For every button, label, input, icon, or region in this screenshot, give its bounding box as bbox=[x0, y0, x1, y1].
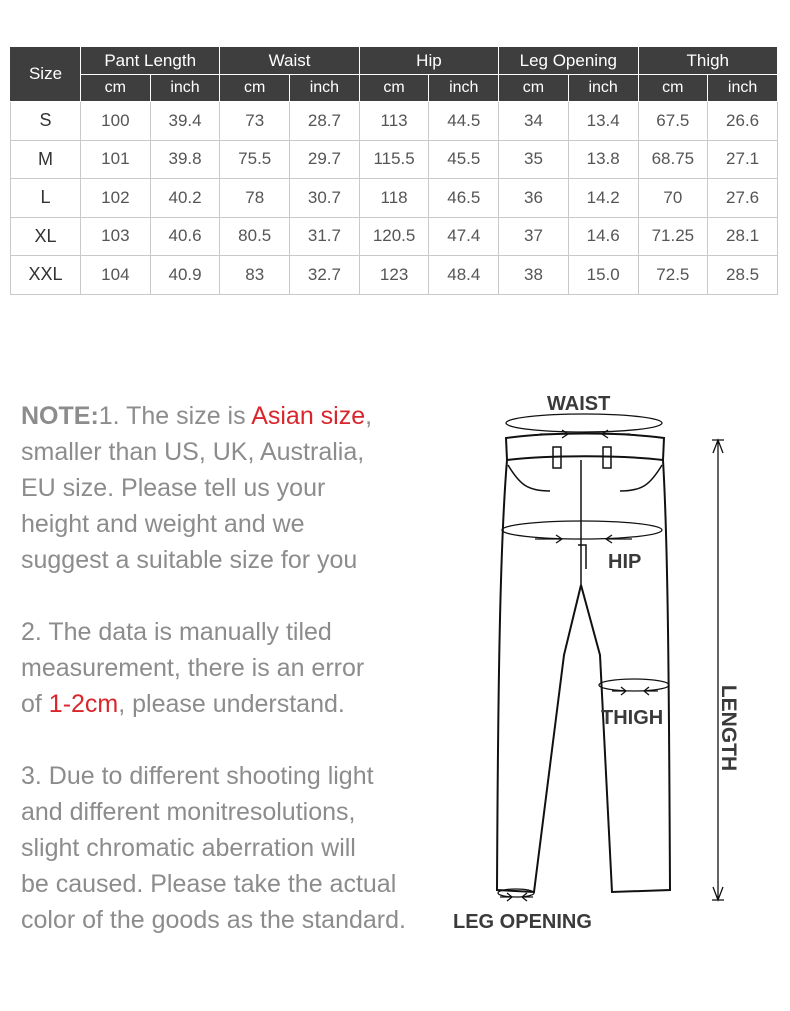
table-row bbox=[11, 140, 778, 179]
measurement-cell: 47.4 bbox=[429, 217, 499, 256]
table-body bbox=[11, 102, 778, 295]
note-text: , bbox=[365, 402, 373, 430]
measurement-cell: 83 bbox=[220, 256, 290, 295]
measurement-cell: 48.4 bbox=[429, 256, 499, 295]
measurement-cell: 13.8 bbox=[568, 140, 638, 179]
column-group-header: Pant Length bbox=[81, 47, 220, 75]
note-2 bbox=[21, 614, 451, 722]
size-cell: M bbox=[11, 140, 81, 179]
measurement-cell: 102 bbox=[81, 179, 151, 218]
table-row bbox=[11, 256, 778, 295]
table-row bbox=[11, 179, 778, 218]
measurement-cell: 101 bbox=[81, 140, 151, 179]
measurement-cell: 39.8 bbox=[150, 140, 220, 179]
size-cell: L bbox=[11, 179, 81, 218]
unit-header: cm bbox=[638, 75, 708, 102]
note-line: be caused. Please take the actual bbox=[21, 870, 397, 898]
measurement-cell: 37 bbox=[499, 217, 569, 256]
measurement-cell: 14.2 bbox=[568, 179, 638, 218]
unit-header: cm bbox=[81, 75, 151, 102]
note-text: of bbox=[21, 690, 49, 718]
size-chart-table bbox=[10, 46, 778, 295]
measurement-cell: 32.7 bbox=[290, 256, 360, 295]
highlight-text: 1-2cm bbox=[48, 690, 119, 718]
note-3 bbox=[21, 758, 451, 938]
measurement-cell: 80.5 bbox=[220, 217, 290, 256]
thigh-label: THIGH bbox=[601, 707, 664, 729]
unit-header: inch bbox=[290, 75, 360, 102]
measurement-cell: 118 bbox=[359, 179, 429, 218]
note-line: measurement, there is an error bbox=[21, 654, 365, 682]
measurement-cell: 73 bbox=[220, 102, 290, 141]
size-cell: XL bbox=[11, 217, 81, 256]
table-row bbox=[11, 217, 778, 256]
measurement-cell: 104 bbox=[81, 256, 151, 295]
unit-header: cm bbox=[220, 75, 290, 102]
note-line: 3. Due to different shooting light bbox=[21, 762, 374, 790]
unit-header: cm bbox=[499, 75, 569, 102]
measurement-cell: 34 bbox=[499, 102, 569, 141]
measurement-cell: 78 bbox=[220, 179, 290, 218]
note-text: 1. The size is bbox=[98, 402, 252, 430]
measurement-cell: 26.6 bbox=[708, 102, 778, 141]
measurement-cell: 29.7 bbox=[290, 140, 360, 179]
column-group-header: Waist bbox=[220, 47, 359, 75]
waist-label: WAIST bbox=[547, 393, 611, 415]
pants-outline bbox=[497, 434, 670, 893]
measurement-cell: 38 bbox=[499, 256, 569, 295]
thigh-measure bbox=[599, 679, 669, 695]
measurement-cell: 75.5 bbox=[220, 140, 290, 179]
measurement-cell: 36 bbox=[499, 179, 569, 218]
measurement-cell: 15.0 bbox=[568, 256, 638, 295]
measurement-cell: 123 bbox=[359, 256, 429, 295]
unit-header: inch bbox=[150, 75, 220, 102]
measurement-cell: 31.7 bbox=[290, 217, 360, 256]
column-group-header: Thigh bbox=[638, 47, 778, 75]
note-text: , please understand. bbox=[118, 690, 345, 718]
unit-header: inch bbox=[568, 75, 638, 102]
measurement-cell: 113 bbox=[359, 102, 429, 141]
measurement-cell: 28.5 bbox=[708, 256, 778, 295]
measurement-cell: 14.6 bbox=[568, 217, 638, 256]
length-measure bbox=[712, 440, 724, 900]
note-line: height and weight and we bbox=[21, 510, 305, 538]
hip-measure bbox=[502, 521, 662, 543]
size-column-header: Size bbox=[11, 47, 81, 102]
unit-header: inch bbox=[708, 75, 778, 102]
length-label: LENGTH bbox=[717, 684, 741, 772]
measurement-cell: 27.6 bbox=[708, 179, 778, 218]
measurement-cell: 28.7 bbox=[290, 102, 360, 141]
measurement-cell: 115.5 bbox=[359, 140, 429, 179]
measurement-cell: 27.1 bbox=[708, 140, 778, 179]
note-line: and different monitresolutions, bbox=[21, 798, 356, 826]
column-group-header: Hip bbox=[359, 47, 498, 75]
note-lead: NOTE: bbox=[21, 402, 99, 430]
size-cell: S bbox=[11, 102, 81, 141]
measurement-cell: 13.4 bbox=[568, 102, 638, 141]
highlight-text: Asian size bbox=[251, 402, 366, 430]
note-line: 2. The data is manually tiled bbox=[21, 618, 332, 646]
table-row bbox=[11, 102, 778, 141]
measurement-cell: 35 bbox=[499, 140, 569, 179]
measurement-cell: 72.5 bbox=[638, 256, 708, 295]
measurement-cell: 68.75 bbox=[638, 140, 708, 179]
note-line: color of the goods as the standard. bbox=[21, 906, 406, 934]
table-header-groups bbox=[11, 47, 778, 75]
unit-header: cm bbox=[359, 75, 429, 102]
note-line: slight chromatic aberration will bbox=[21, 834, 356, 862]
measurement-cell: 70 bbox=[638, 179, 708, 218]
measurement-cell: 40.9 bbox=[150, 256, 220, 295]
note-line: smaller than US, UK, Australia, bbox=[21, 438, 365, 466]
measurement-cell: 71.25 bbox=[638, 217, 708, 256]
size-cell: XXL bbox=[11, 256, 81, 295]
leg-opening-label: LEG OPENING bbox=[453, 911, 592, 933]
measurement-cell: 40.6 bbox=[150, 217, 220, 256]
measurement-cell: 67.5 bbox=[638, 102, 708, 141]
pants-measurement-diagram bbox=[440, 385, 780, 925]
unit-header: inch bbox=[429, 75, 499, 102]
note-line: suggest a suitable size for you bbox=[21, 546, 358, 574]
measurement-cell: 40.2 bbox=[150, 179, 220, 218]
column-group-header: Leg Opening bbox=[499, 47, 638, 75]
measurement-cell: 39.4 bbox=[150, 102, 220, 141]
measurement-cell: 30.7 bbox=[290, 179, 360, 218]
measurement-cell: 100 bbox=[81, 102, 151, 141]
table-header-units bbox=[11, 75, 778, 102]
measurement-cell: 44.5 bbox=[429, 102, 499, 141]
measurement-cell: 28.1 bbox=[708, 217, 778, 256]
note-line: EU size. Please tell us your bbox=[21, 474, 326, 502]
measurement-cell: 103 bbox=[81, 217, 151, 256]
measurement-cell: 120.5 bbox=[359, 217, 429, 256]
note-1 bbox=[21, 398, 451, 578]
measurement-cell: 46.5 bbox=[429, 179, 499, 218]
measurement-cell: 45.5 bbox=[429, 140, 499, 179]
hip-label: HIP bbox=[608, 551, 642, 573]
